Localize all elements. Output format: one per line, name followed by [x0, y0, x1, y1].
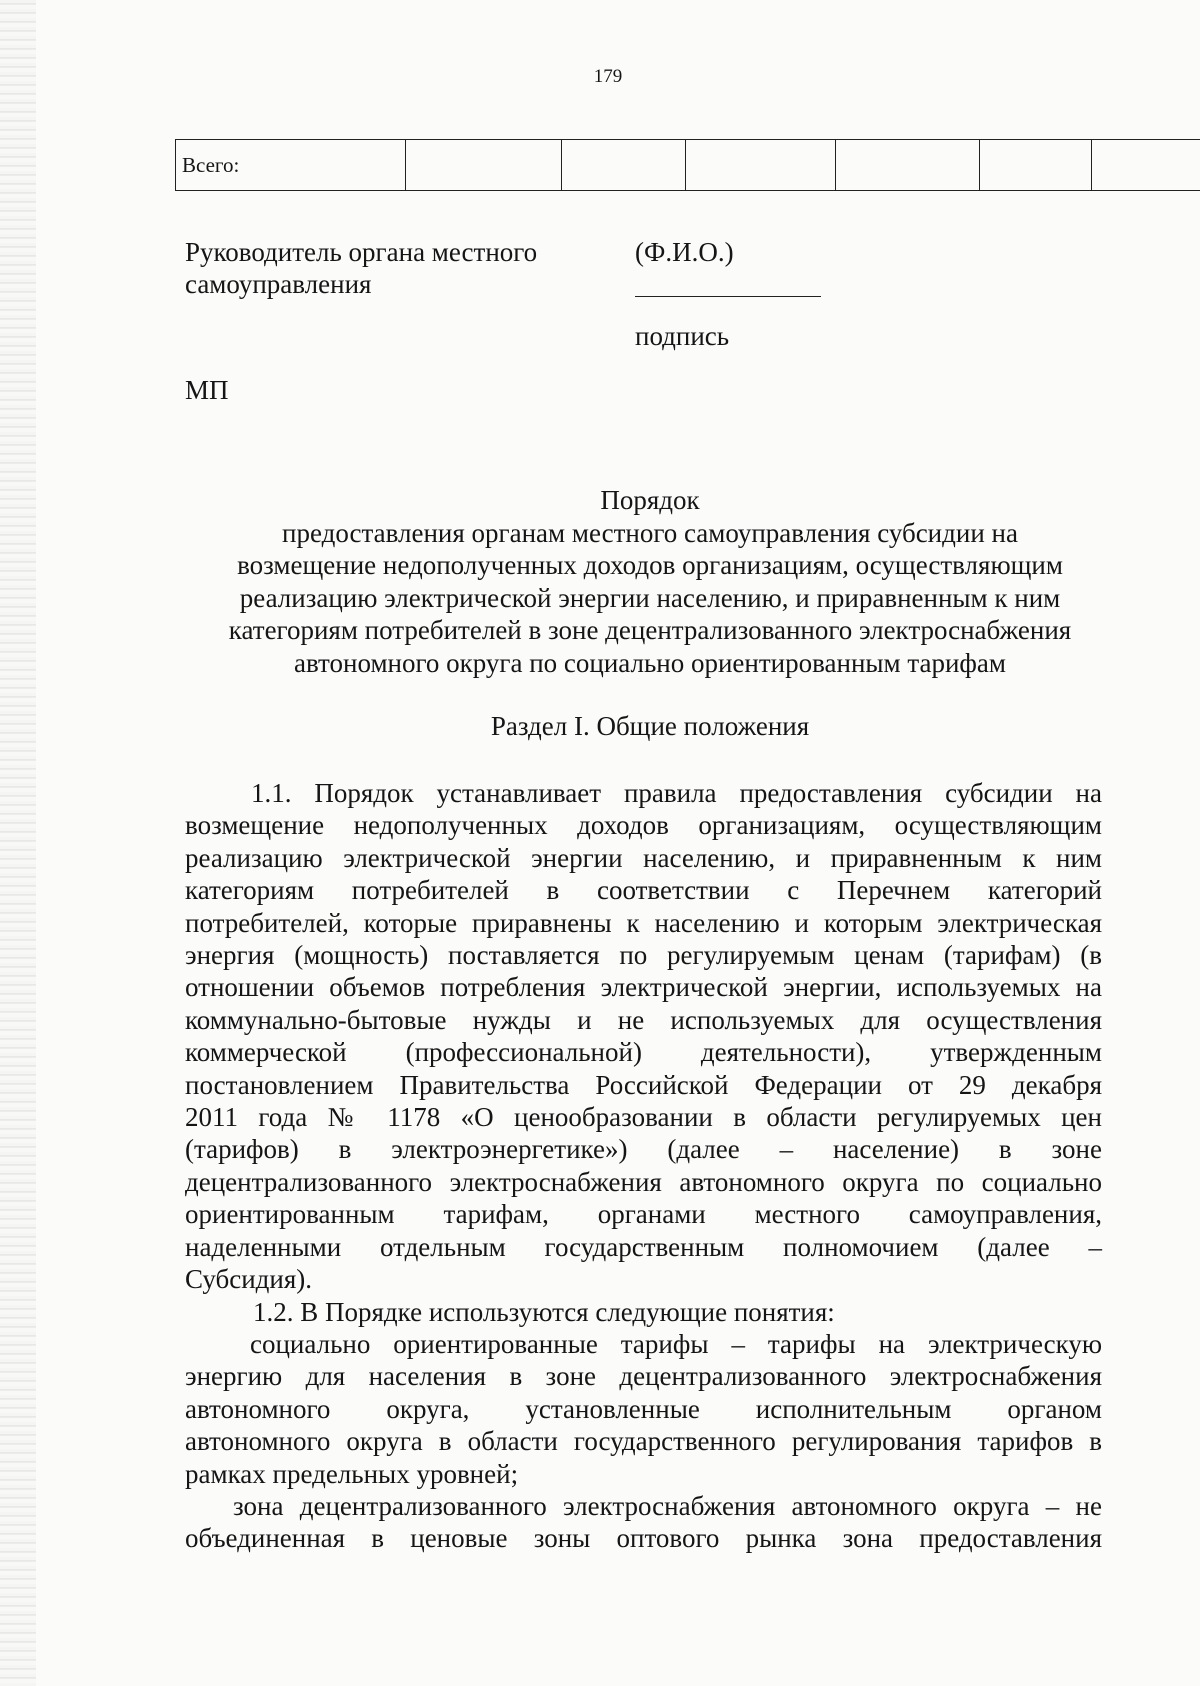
signature-caption: подпись	[635, 321, 730, 351]
table-cell	[1092, 140, 1200, 191]
text-line: (тарифов) в электроэнергетике») (далее – население) в зоне	[185, 1134, 1102, 1165]
text-line: коммерческой (профессиональной) деятельности), утвержденным	[185, 1037, 1102, 1068]
text-line: энергия (мощность) поставляется по регулируемым ценам (тарифам) (в	[185, 940, 1102, 971]
text-line: отношении объемов потребления электрической энергии, используемых на	[185, 972, 1102, 1003]
document-title	[185, 484, 1115, 679]
title-line: возмещение недополученных доходов организациям, осуществляющим	[237, 550, 1063, 580]
paragraph-definition-tariffs	[185, 1328, 1102, 1490]
text-line: объединенная в ценовые зоны оптового рынка зона предоставления	[185, 1523, 1102, 1554]
section-heading: Раздел I. Общие положения	[490, 711, 810, 741]
paragraph-1-1	[185, 777, 1102, 1296]
text-line: 1.2. В Порядке используются следующие понятия:	[253, 1296, 835, 1327]
paragraph-1-2	[185, 1296, 1102, 1328]
table-cell	[980, 140, 1092, 191]
total-label: Всего:	[176, 140, 406, 191]
text-line: постановлением Правительства Российской Федерации от 29 декабря	[185, 1069, 1102, 1100]
text-line: рамках предельных уровней;	[185, 1458, 519, 1489]
text-line: реализацию электрической энергии населению, и приравненным к ним	[185, 842, 1102, 873]
text-line: возмещение недополученных доходов организациям, осуществляющим	[185, 810, 1102, 841]
position-title-line2: самоуправления	[185, 269, 372, 299]
text-line: энергию для населения в зоне децентрализованного электроснабжения	[185, 1361, 1102, 1392]
scan-edge	[0, 0, 36, 1686]
text-line: Субсидия).	[185, 1264, 312, 1295]
title-heading: Порядок	[600, 485, 700, 515]
text-line: зона децентрализованного электроснабжения автономного округа – не	[233, 1490, 1102, 1521]
text-line: наделенными отдельным государственным полномочием (далее –	[185, 1231, 1102, 1262]
text-line: автономного округа в области государственного регулирования тарифов в	[185, 1426, 1102, 1457]
text-line: ориентированным тарифам, органами местного самоуправления,	[185, 1199, 1102, 1230]
total-table	[175, 139, 1200, 191]
text-line: категориям потребителей в соответствии с Перечнем категорий	[185, 875, 1102, 906]
text-line: 2011 года № 1178 «О ценообразовании в области регулируемых цен	[185, 1102, 1102, 1133]
table-cell	[562, 140, 686, 191]
text-line: автономного округа, установленные исполнительным органом	[185, 1393, 1102, 1424]
signature-line	[635, 296, 821, 297]
text-line: социально ориентированные тарифы – тарифы на электрическую	[250, 1328, 1102, 1359]
table-cell	[406, 140, 562, 191]
text-line: потребителей, которые приравнены к населению и которым электрическая	[185, 907, 1102, 938]
title-line: категориям потребителей в зоне децентрализованного электроснабжения	[228, 615, 1072, 645]
table-row	[176, 140, 1200, 191]
text-line: децентрализованного электроснабжения автономного округа по социально	[185, 1166, 1102, 1197]
title-line: автономного округа по социально ориентированным тарифам	[294, 647, 1006, 678]
table-cell	[686, 140, 836, 191]
name-placeholder: (Ф.И.О.)	[635, 237, 734, 267]
text-line: коммунально-бытовые нужды и не используемых для осуществления	[185, 1004, 1102, 1035]
paragraph-definition-zone	[185, 1490, 1102, 1555]
position-title-line1: Руководитель органа местного	[185, 237, 538, 267]
stamp-mark: МП	[185, 375, 229, 405]
page-number: 179	[593, 66, 623, 87]
text-line: 1.1. Порядок устанавливает правила предоставления субсидии на	[251, 778, 1102, 808]
body-text	[185, 777, 1102, 1555]
table-cell	[836, 140, 980, 191]
title-line: предоставления органам местного самоуправления субсидии на	[282, 517, 1018, 548]
title-line: реализацию электрической энергии населению, и приравненным к ним	[239, 582, 1061, 613]
